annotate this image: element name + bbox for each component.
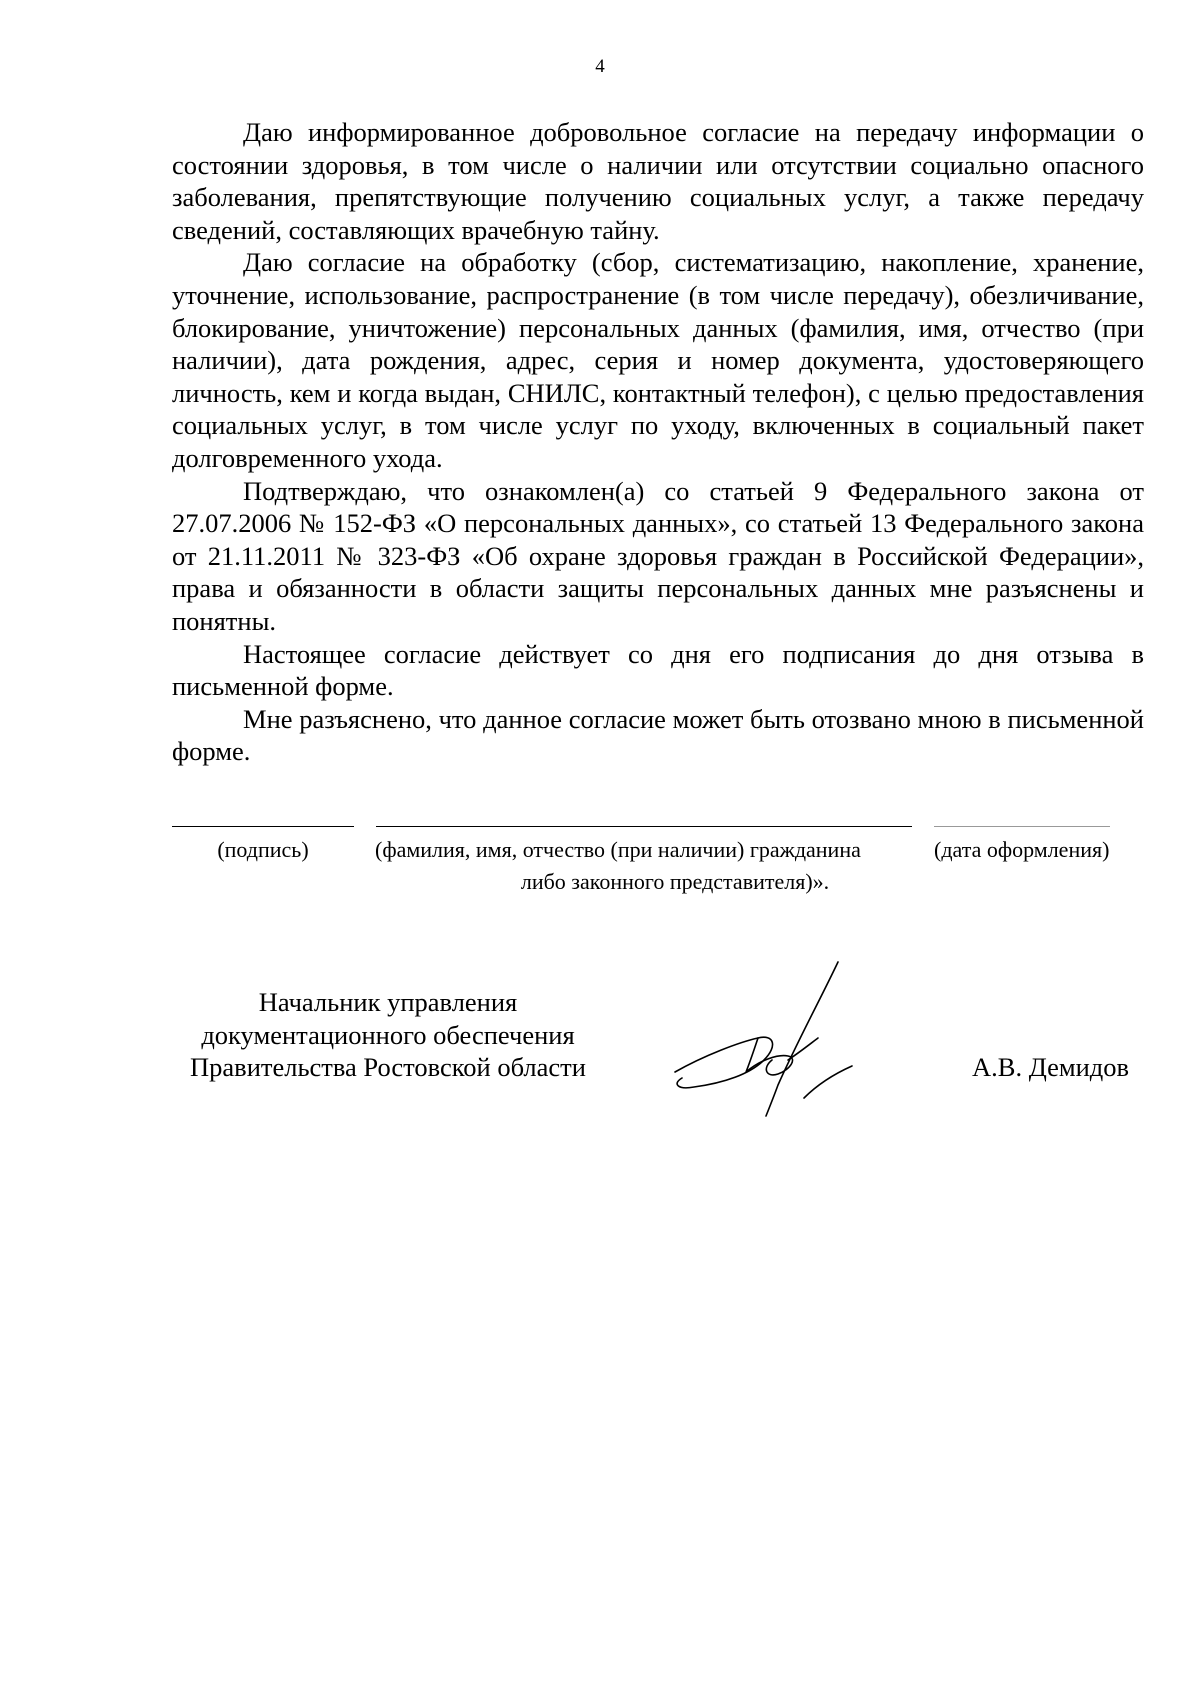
- name-caption: [340, 834, 1010, 898]
- handwritten-signature: [670, 960, 960, 1120]
- signer-position-line2: документационного обеспечения: [201, 1019, 575, 1050]
- paragraph-validity: Настоящее согласие действует со дня его подписания до дня отзыва в письменной форме.: [172, 638, 1144, 702]
- name-line: [376, 826, 912, 827]
- signer-position-line3: Правительства Ростовской области: [190, 1052, 586, 1082]
- paragraph-data-processing-consent: Даю согласие на обработку (сбор, систематизацию, накопление, хранение, уточнение, использование, распространение (в том числе передачу), обезличивание, блокирование, уничтожение) персональных данных (фамилия, имя, отчество (при наличии), дата рождения, адрес, серия и номер документа, удостоверяющего личность, кем и когда выдан, СНИЛС, контактный телефон), с целью предоставления социальных услуг, в том числе услуг по уходу, включенных в социальный пакет долговременного ухода.: [172, 247, 1144, 473]
- signer-position: [158, 986, 618, 1084]
- date-line: [934, 826, 1110, 827]
- signature-line: [172, 826, 354, 827]
- signer-name: А.В. Демидов: [972, 1052, 1130, 1082]
- page-number: 4: [595, 56, 605, 77]
- paragraph-medical-consent: Даю информированное добровольное согласие на передачу информации о состоянии здоровья, в том числе о наличии или отсутствии социально опасного заболевания, препятствующие получению социальных услуг, а также передачу сведений, составляющих врачебную тайну.: [172, 117, 1144, 245]
- name-caption-line2: либо законного представителя)».: [520, 869, 830, 894]
- name-caption-line1: (фамилия, имя, отчество (при наличии) гражданина: [375, 837, 861, 862]
- signer-position-line1: Начальник управления: [258, 987, 518, 1017]
- paragraph-revocation: Мне разъяснено, что данное согласие может быть отозвано мною в письменной форме.: [172, 703, 1144, 767]
- signature-caption: (подпись): [217, 837, 309, 862]
- consent-text: [172, 116, 1144, 768]
- date-caption: (дата оформления): [934, 837, 1110, 862]
- paragraph-law-acknowledgement: Подтверждаю, что ознакомлен(а) со статьей 9 Федерального закона от 27.07.2006 № 152-ФЗ «О персональных данных», со статьей 13 Федерального закона от 21.11.2011 № 323-ФЗ «Об охране здоровья граждан в Российской Федерации», права и обязанности в области защиты персональных данных мне разъяснены и понятны.: [172, 475, 1144, 636]
